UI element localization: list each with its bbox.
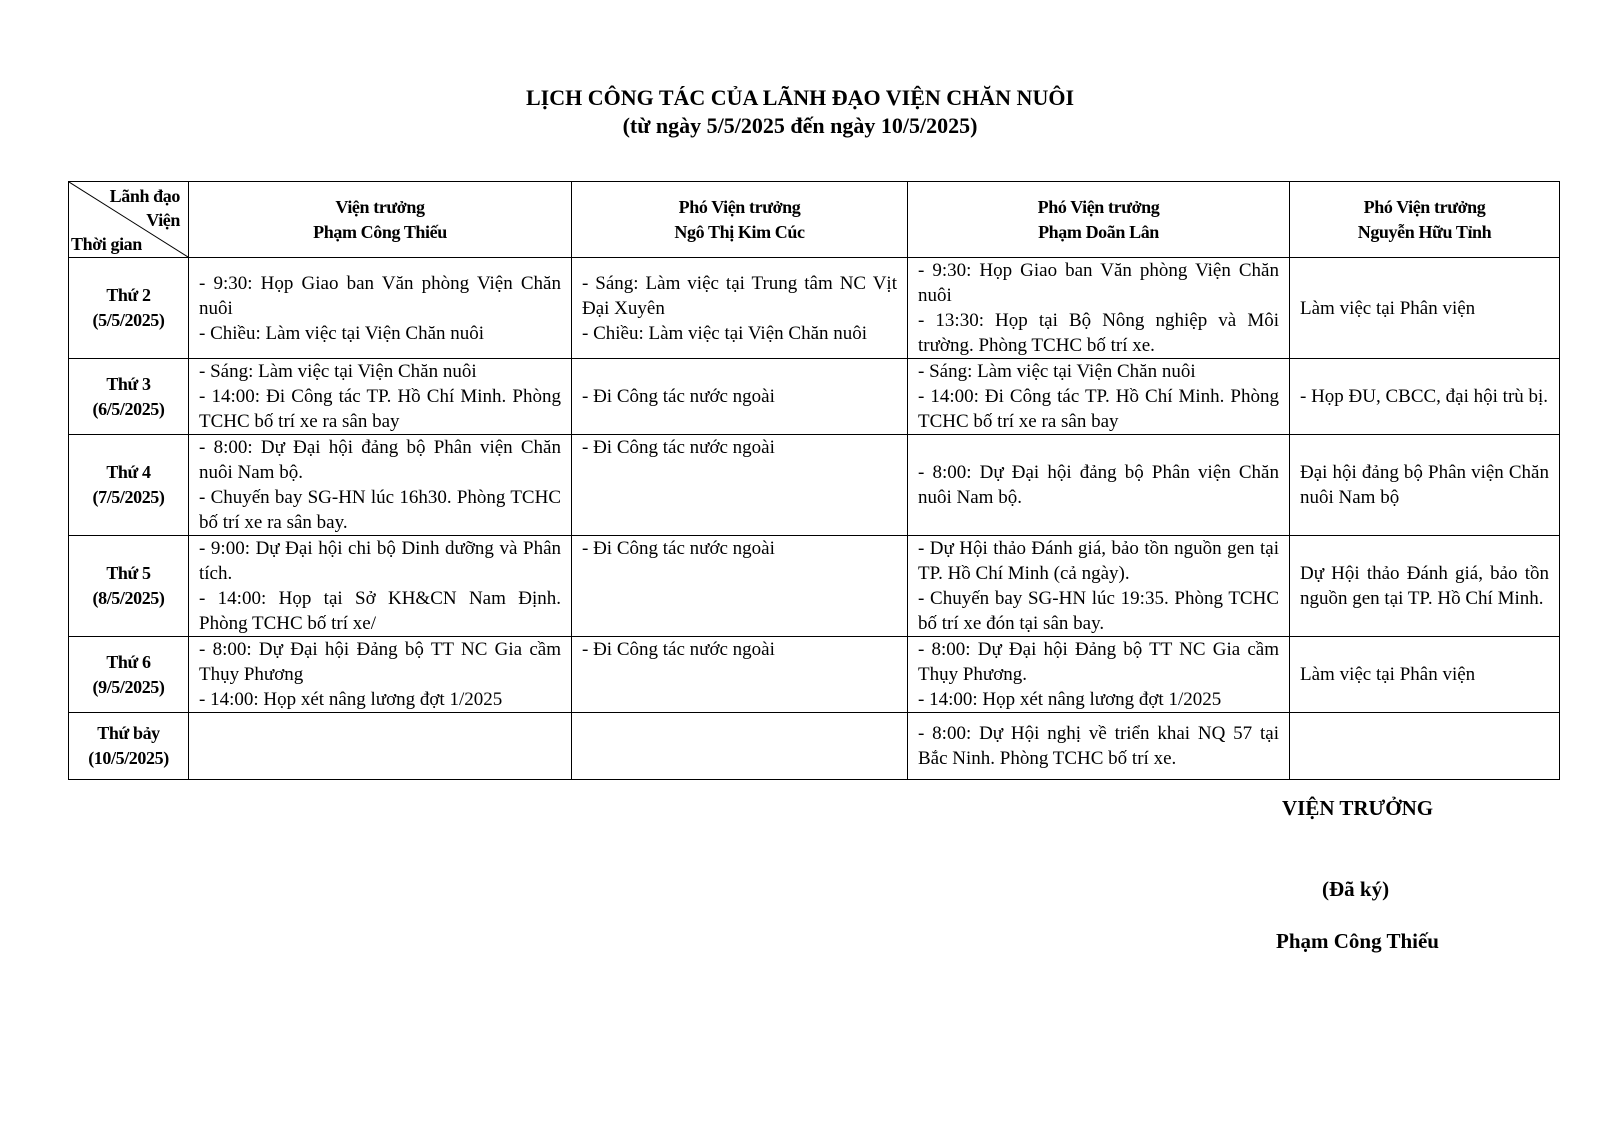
table-row [69, 258, 1560, 359]
column-header-pho-vien-truong-1 [572, 182, 908, 258]
day-date: (8/5/2025) [92, 588, 165, 608]
document-header [0, 84, 1600, 140]
column-person-name: Phạm Doãn Lân [1038, 221, 1159, 242]
day-cell [69, 637, 189, 713]
table-row [69, 713, 1560, 780]
column-header-pho-vien-truong-2 [908, 182, 1290, 258]
day-date: (7/5/2025) [92, 487, 165, 507]
schedule-cell: - 8:00: Dự Đại hội đảng bộ Phân viện Chăn nuôi Nam bộ. [908, 435, 1290, 536]
column-person-name: Ngô Thị Kim Cúc [674, 221, 805, 242]
schedule-cell: - Đi Công tác nước ngoài [572, 637, 908, 713]
schedule-cell: - 9:00: Dự Đại hội chi bộ Dinh dưỡng và Phân tích. - 14:00: Họp tại Sở KH&CN Nam Định. Phòng TCHC bố trí xe/ [189, 536, 572, 637]
day-label: Thứ bảy [97, 723, 160, 743]
schedule-cell: - Đi Công tác nước ngoài [572, 359, 908, 435]
day-date: (10/5/2025) [88, 748, 169, 768]
schedule-table [68, 181, 1560, 780]
table-row [69, 536, 1560, 637]
header-row [69, 182, 1560, 258]
corner-leader-label: Lãnh đạo Viện [109, 186, 180, 230]
day-label: Thứ 5 [106, 563, 151, 583]
schedule-cell: - Sáng: Làm việc tại Viện Chăn nuôi - 14:00: Đi Công tác TP. Hồ Chí Minh. Phòng TCHC bố trí xe ra sân bay [189, 359, 572, 435]
table-row [69, 359, 1560, 435]
schedule-cell: - 8:00: Dự Đại hội Đảng bộ TT NC Gia cầm Thụy Phương. - 14:00: Họp xét nâng lương đợt 1/2025 [908, 637, 1290, 713]
schedule-cell: - Đi Công tác nước ngoài [572, 536, 908, 637]
table-row [69, 435, 1560, 536]
schedule-cell: - 9:30: Họp Giao ban Văn phòng Viện Chăn nuôi - Chiều: Làm việc tại Viện Chăn nuôi [189, 258, 572, 359]
day-label: Thứ 4 [106, 462, 151, 482]
corner-time-label: Thời gian [71, 234, 142, 254]
signature-status: (Đã ký) [1322, 877, 1390, 901]
schedule-cell [1290, 713, 1560, 780]
schedule-cell: - Họp ĐU, CBCC, đại hội trù bị. [1290, 359, 1560, 435]
schedule-cell: - 9:30: Họp Giao ban Văn phòng Viện Chăn nuôi - 13:30: Họp tại Bộ Nông nghiệp và Môi trường. Phòng TCHC bố trí xe. [908, 258, 1290, 359]
schedule-cell [572, 713, 908, 780]
column-role: Phó Viện trưởng [1037, 196, 1160, 217]
column-header-vien-truong [189, 182, 572, 258]
day-cell [69, 536, 189, 637]
column-role: Phó Viện trưởng [1363, 196, 1486, 217]
schedule-cell: - 8:00: Dự Đại hội đảng bộ Phân viện Chăn nuôi Nam bộ. - Chuyến bay SG-HN lúc 16h30. Phòng TCHC bố trí xe ra sân bay. [189, 435, 572, 536]
schedule-cell: Làm việc tại Phân viện [1290, 637, 1560, 713]
table-row [69, 637, 1560, 713]
column-person-name: Nguyễn Hữu Tỉnh [1357, 221, 1492, 242]
day-cell [69, 435, 189, 536]
day-date: (6/5/2025) [92, 398, 165, 419]
schedule-cell: - Đi Công tác nước ngoài [572, 435, 908, 536]
schedule-cell: Dự Hội thảo Đánh giá, bảo tồn nguồn gen tại TP. Hồ Chí Minh. [1290, 536, 1560, 637]
day-cell [69, 713, 189, 780]
day-date: (9/5/2025) [92, 676, 165, 697]
schedule-cell: - 8:00: Dự Hội nghị về triển khai NQ 57 tại Bắc Ninh. Phòng TCHC bố trí xe. [908, 713, 1290, 780]
day-cell [69, 258, 189, 359]
day-label: Thứ 3 [106, 373, 151, 394]
day-date: (5/5/2025) [92, 310, 165, 330]
document-title: LỊCH CÔNG TÁC CỦA LÃNH ĐẠO VIỆN CHĂN NUÔI [525, 85, 1075, 110]
column-role: Viện trưởng [335, 196, 425, 217]
column-person-name: Phạm Công Thiếu [313, 221, 447, 242]
column-header-pho-vien-truong-3 [1290, 182, 1560, 258]
day-cell [69, 359, 189, 435]
document-subtitle: (từ ngày 5/5/2025 đến ngày 10/5/2025) [622, 113, 978, 138]
schedule-cell [189, 713, 572, 780]
schedule-cell: - 8:00: Dự Đại hội Đảng bộ TT NC Gia cầm Thụy Phương - 14:00: Họp xét nâng lương đợt 1/2025 [189, 637, 572, 713]
column-role: Phó Viện trưởng [678, 196, 801, 217]
signature-title: VIỆN TRƯỞNG [1282, 796, 1434, 820]
day-label: Thứ 6 [106, 651, 151, 672]
day-label: Thứ 2 [106, 285, 151, 305]
schedule-cell: - Sáng: Làm việc tại Trung tâm NC Vịt Đại Xuyên - Chiều: Làm việc tại Viện Chăn nuôi [572, 258, 908, 359]
schedule-cell: - Dự Hội thảo Đánh giá, bảo tồn nguồn gen tại TP. Hồ Chí Minh (cả ngày). - Chuyến bay SG-HN lúc 19:35. Phòng TCHC bố trí xe đón tại sân bay. [908, 536, 1290, 637]
schedule-cell: - Sáng: Làm việc tại Viện Chăn nuôi - 14:00: Đi Công tác TP. Hồ Chí Minh. Phòng TCHC bố trí xe ra sân bay [908, 359, 1290, 435]
signature-name: Phạm Công Thiếu [1276, 929, 1439, 953]
corner-header-cell [69, 182, 189, 258]
schedule-cell: Đại hội đảng bộ Phân viện Chăn nuôi Nam bộ [1290, 435, 1560, 536]
schedule-cell: Làm việc tại Phân viện [1290, 258, 1560, 359]
